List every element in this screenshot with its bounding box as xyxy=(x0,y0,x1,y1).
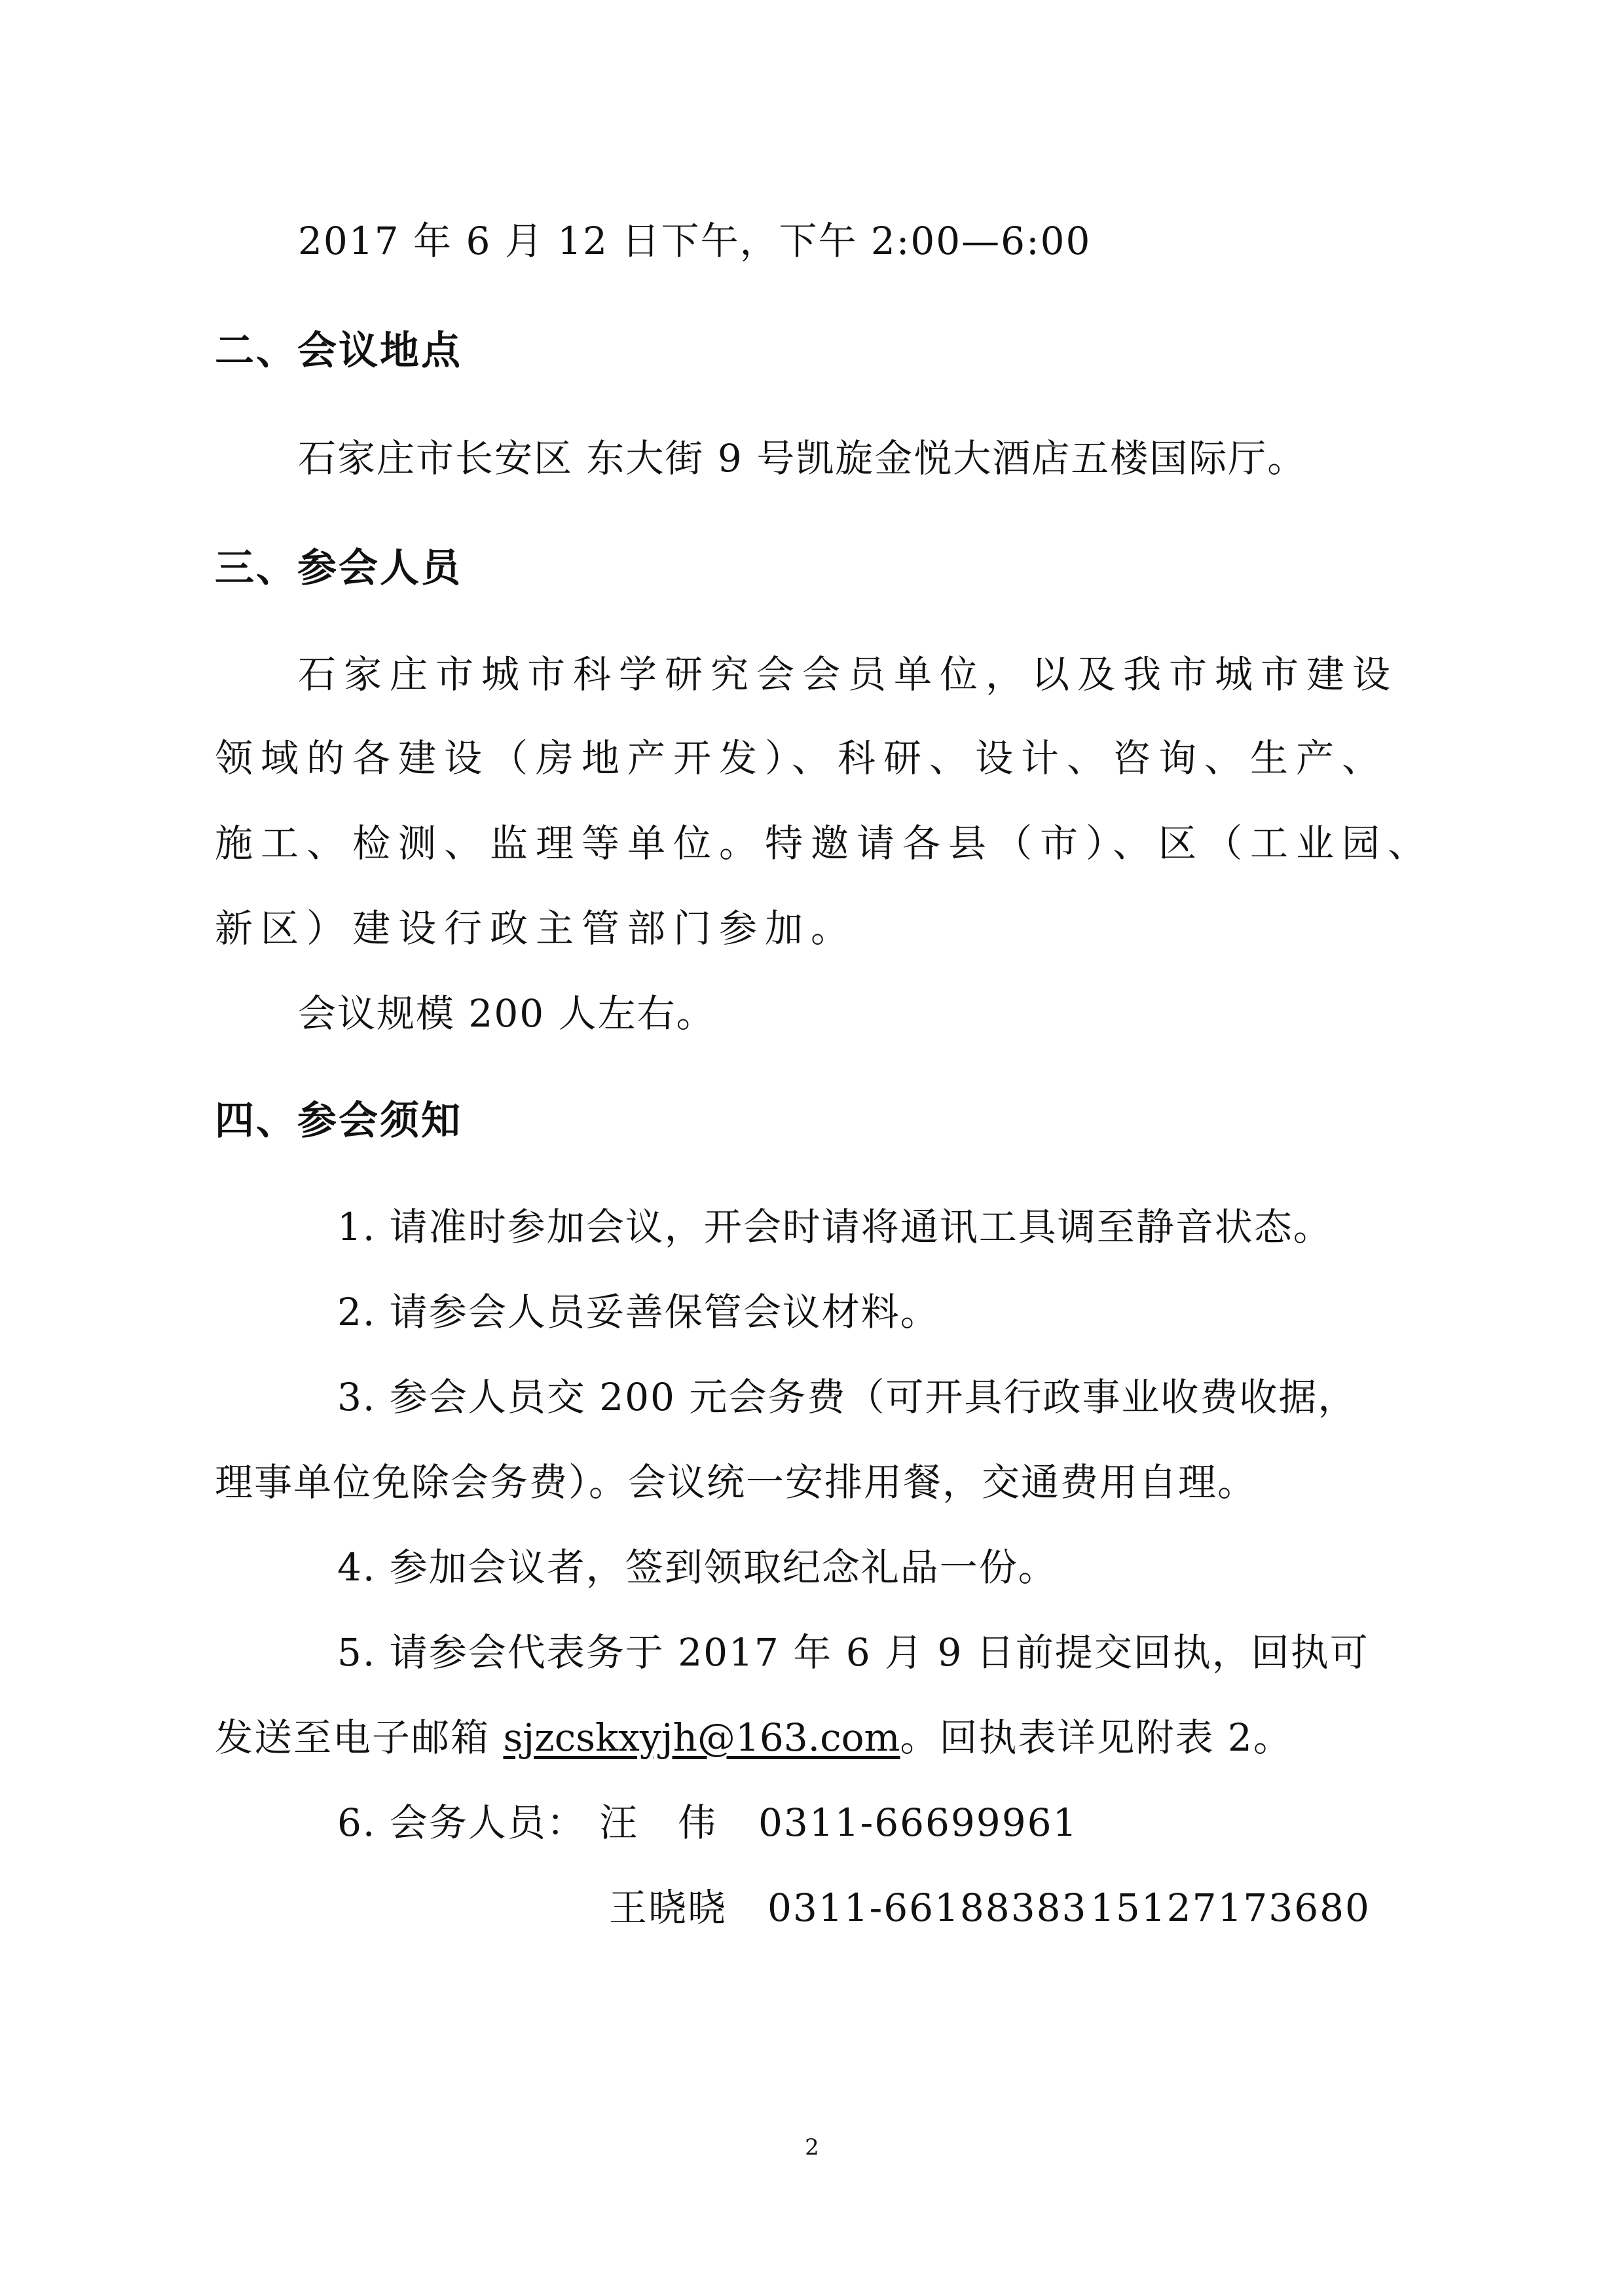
notice-item-6-label: 6. 会务人员： xyxy=(337,1800,586,1845)
notice-item-5-line-2 xyxy=(215,1711,1293,1764)
notice-item-5-line-1: 5. 请参会代表务于 2017 年 6 月 9 日前提交回执，回执可 xyxy=(337,1630,1369,1675)
attendees-line-3: 施工、检测、监理等单位。特邀请各县（市）、区（工业园、 xyxy=(215,821,1434,866)
attendees-line-4: 新区）建设行政主管部门参加。 xyxy=(215,906,857,951)
notice-item-2: 2. 请参会人员妥善保管会议材料。 xyxy=(337,1290,940,1334)
contact-2-phone: 0311-66188383 xyxy=(767,1886,1088,1930)
contact-1-name: 汪 伟 xyxy=(599,1800,718,1845)
section-heading-attendees: 三、参会人员 xyxy=(215,545,462,591)
attendees-line-2: 领域的各建设（房地产开发）、科研、设计、咨询、生产、 xyxy=(215,736,1388,780)
meeting-location: 石家庄市长安区 东大街 9 号凯旋金悦大酒店五楼国际厅。 xyxy=(298,436,1307,481)
email-suffix-text: 。回执表详见附表 2。 xyxy=(900,1715,1293,1760)
section-heading-notice: 四、参会须知 xyxy=(215,1098,462,1144)
meeting-scale: 会议规模 200 人左右。 xyxy=(298,991,716,1036)
section-heading-location: 二、会议地点 xyxy=(215,328,462,374)
email-link[interactable]: sjzcskxyjh@163.com xyxy=(503,1715,900,1760)
page-number: 2 xyxy=(805,2134,819,2160)
notice-item-1: 1. 请准时参加会议，开会时请将通讯工具调至静音状态。 xyxy=(337,1205,1333,1249)
notice-item-3-line-2: 理事单位免除会务费）。会议统一安排用餐，交通费用自理。 xyxy=(215,1460,1257,1504)
attendees-line-1: 石家庄市城市科学研究会会员单位，以及我市城市建设 xyxy=(298,652,1399,697)
email-prefix-text: 发送至电子邮箱 xyxy=(215,1715,504,1760)
contact-2-mobile: 15127173680 xyxy=(1090,1886,1371,1930)
meeting-time: 2017 年 6 月 12 日下午，下午 2:00—6:00 xyxy=(298,219,1092,263)
contact-2-name: 王晓晓 xyxy=(609,1886,728,1930)
contact-1-phone: 0311-66699961 xyxy=(758,1800,1079,1845)
notice-item-4: 4. 参加会议者，签到领取纪念礼品一份。 xyxy=(337,1545,1058,1590)
notice-item-3-line-1: 3. 参会人员交 200 元会务费（可开具行政事业收费收据， xyxy=(337,1375,1357,1419)
